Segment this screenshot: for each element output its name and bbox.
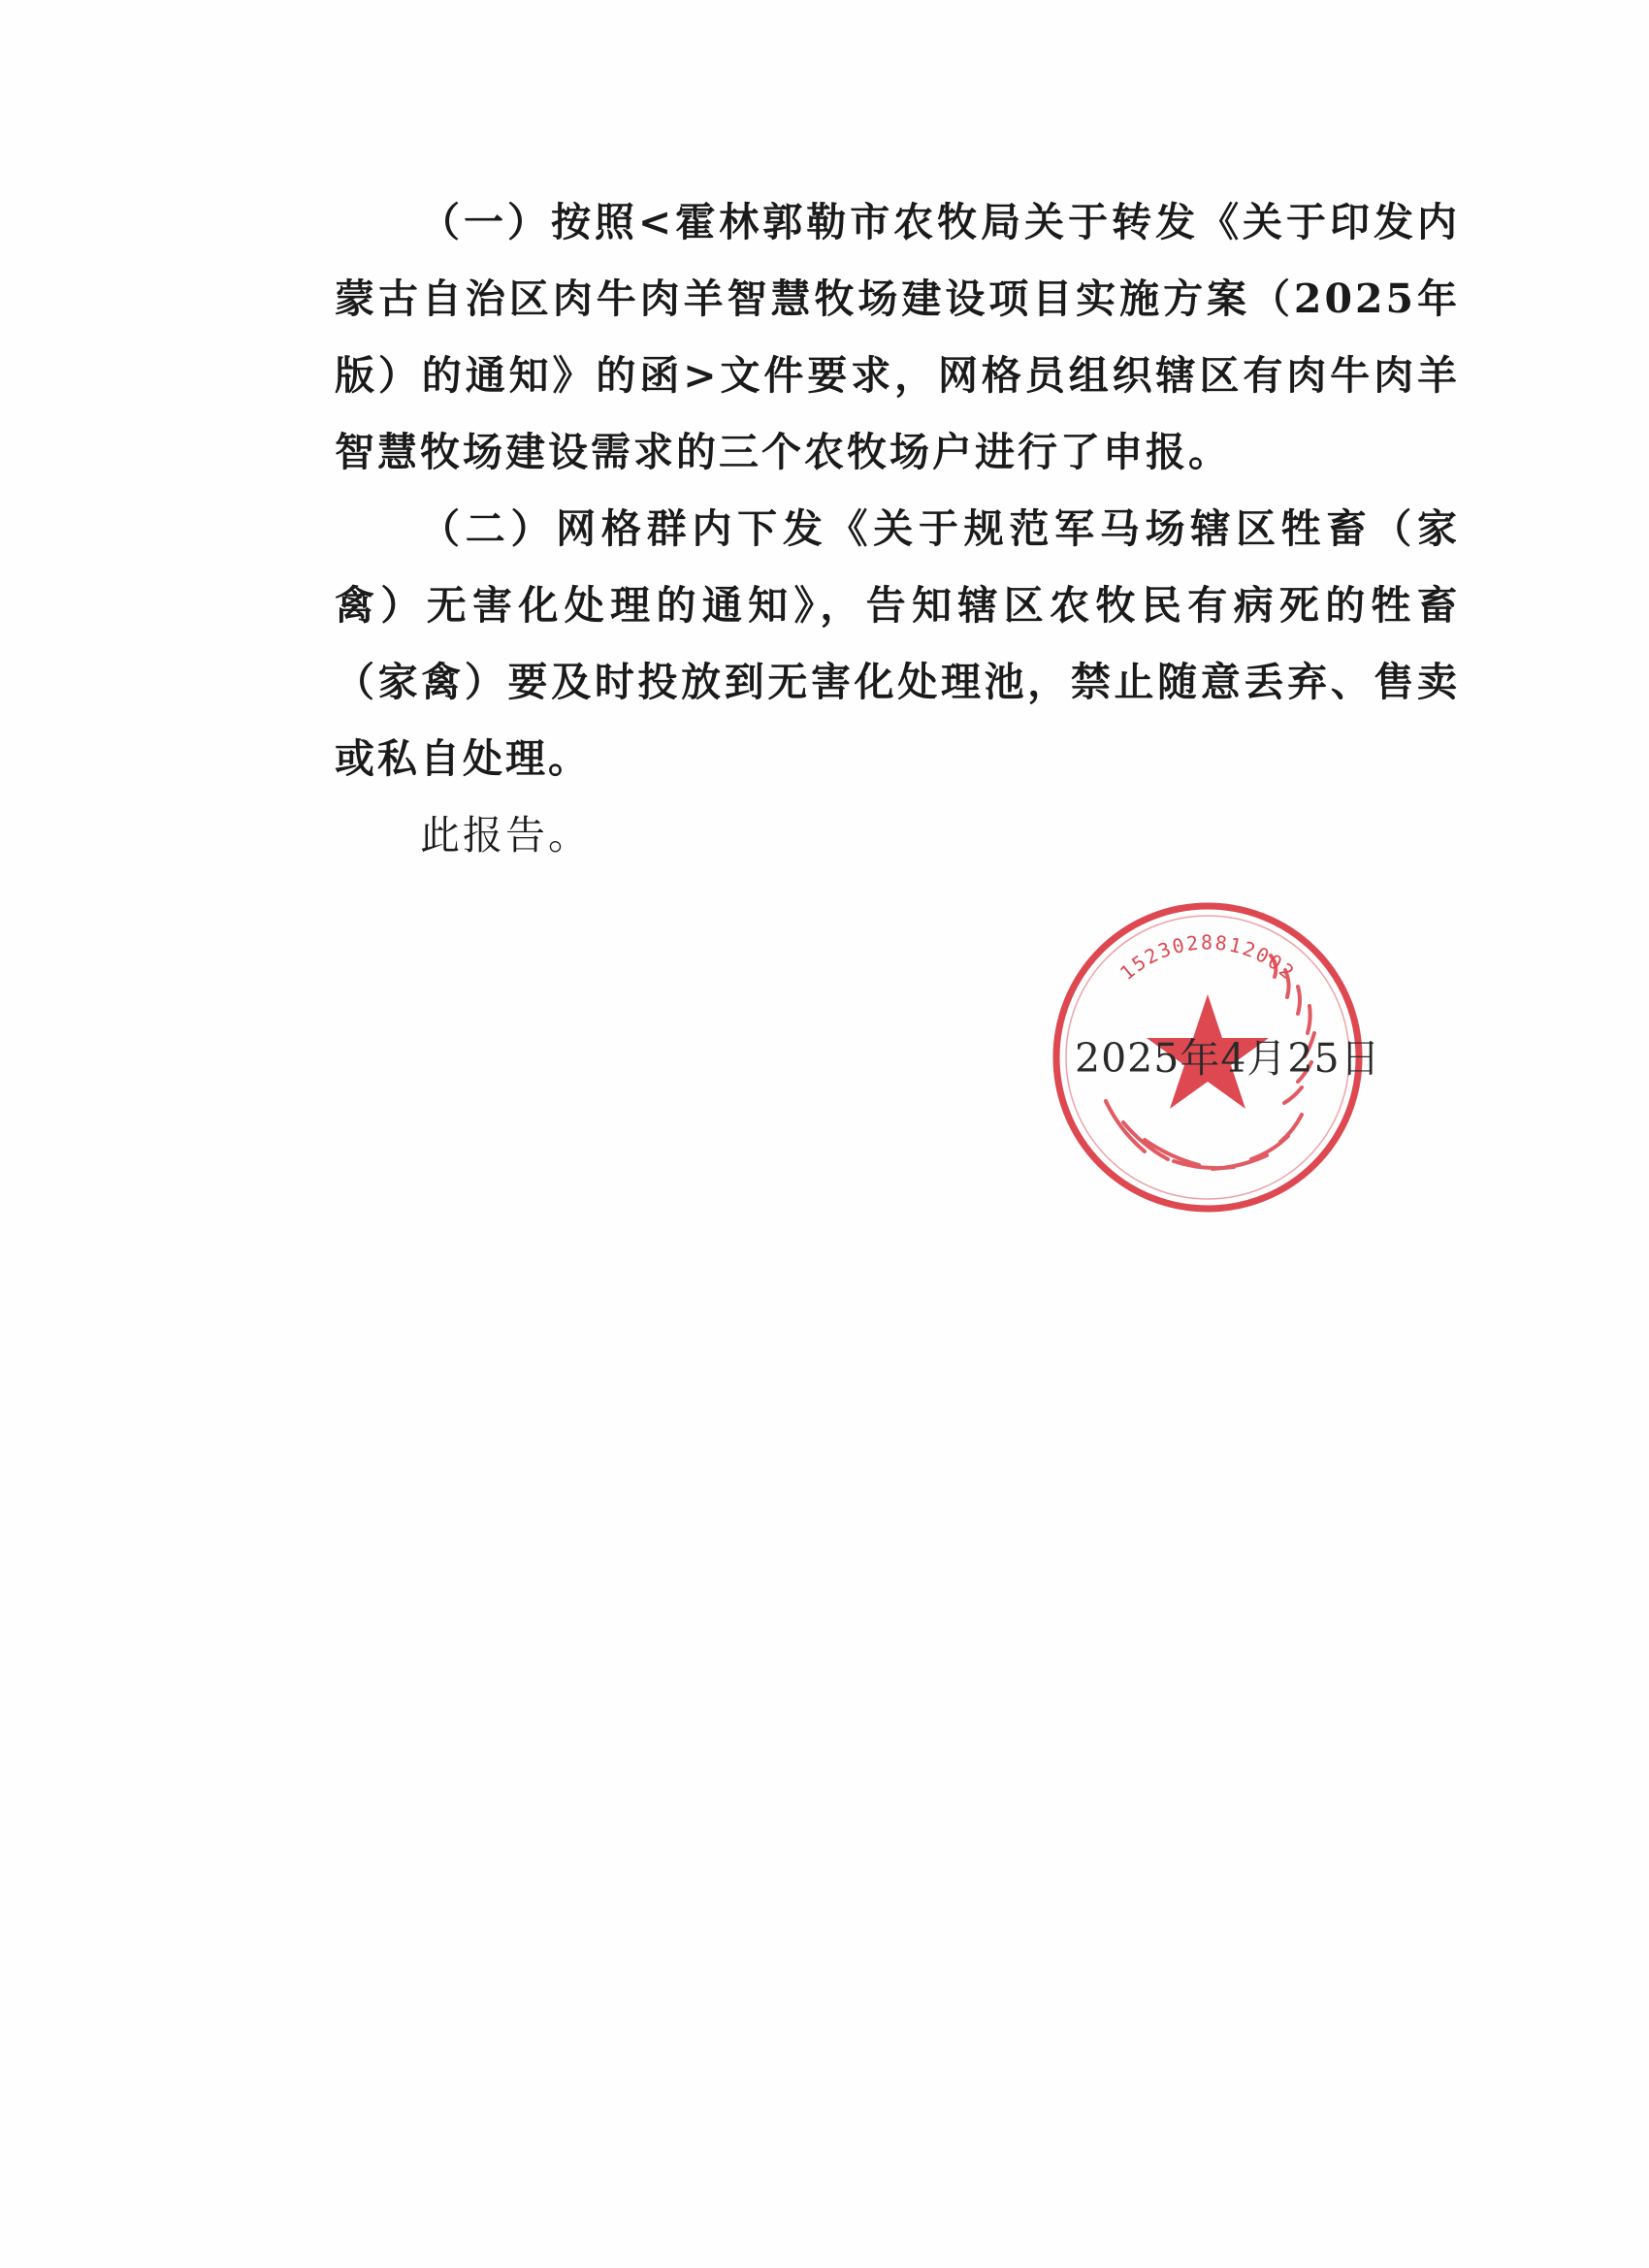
seal-number: 1523028812002 <box>1115 930 1301 986</box>
closing-line: 此报告。 <box>420 812 591 859</box>
paragraph-1: （一）按照<霍林郭勒市农牧局关于转发《关于印发内蒙古自治区肉牛肉羊智慧牧场建设项目实施方案（2025年版）的通知》的函>文件要求，网格员组织辖区有肉牛肉羊智慧牧场建设需求的三个农牧场户进行了申报。 <box>335 199 1460 475</box>
paragraph-2: （二）网格群内下发《关于规范军马场辖区牲畜（家禽）无害化处理的通知》，告知辖区农牧民有病死的牲畜（家禽）要及时投放到无害化处理池，禁止随意丢弃、售卖或私自处理。 <box>335 505 1460 782</box>
document-body <box>335 184 1460 874</box>
document-date: 2025年4月25日 <box>1075 1035 1381 1082</box>
